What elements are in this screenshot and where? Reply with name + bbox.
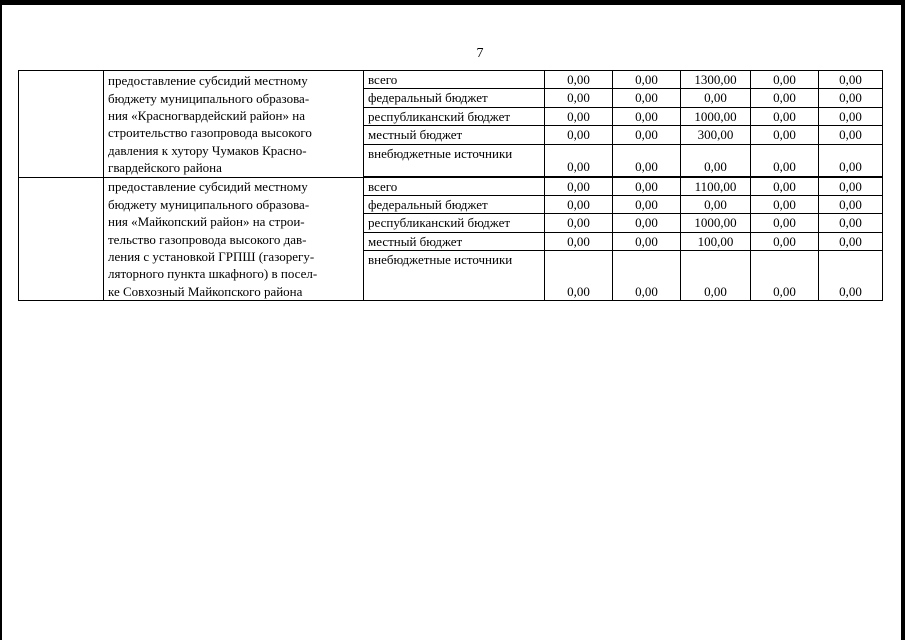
scan-frame-left [0,0,2,640]
value-cell: 0,00 [819,214,883,232]
value-cell: 0,00 [613,232,681,250]
value-cell: 0,00 [819,71,883,89]
value-cell: 0,00 [819,177,883,195]
funding-table [18,70,883,301]
value-cell: 0,00 [545,89,613,107]
measure-description: предоставление субсидий местному бюджету муниципального образова- ния «Майкопский район» на строи- тельство газопровода высокого дав- ления с установкой ГРПШ (газорегу- ляторного пункта шкафного) в посел- ке Совхозный Майкопского района [104,177,364,301]
funding-source: федеральный бюджет [364,196,545,214]
value-cell: 1000,00 [681,214,751,232]
value-cell: 0,00 [545,144,613,176]
scan-frame-right [901,0,905,640]
value-cell: 0,00 [613,196,681,214]
value-cell: 0,00 [613,126,681,144]
value-cell: 0,00 [819,251,883,301]
value-cell: 0,00 [681,144,751,176]
funding-source: всего [364,177,545,195]
value-cell: 1300,00 [681,71,751,89]
table-row [19,177,883,195]
value-cell: 0,00 [819,126,883,144]
value-cell: 1000,00 [681,107,751,125]
table-row [19,71,883,89]
measure-description: предоставление субсидий местному бюджету муниципального образова- ния «Красногвардейский район» на строительство газопровода высокого давления к хутору Чумаков Красно- гвардейского района [104,71,364,178]
value-cell: 0,00 [751,232,819,250]
funding-source: местный бюджет [364,126,545,144]
value-cell: 0,00 [819,89,883,107]
funding-source: местный бюджет [364,232,545,250]
value-cell: 0,00 [545,196,613,214]
value-cell: 0,00 [613,107,681,125]
value-cell: 0,00 [819,196,883,214]
value-cell: 0,00 [545,214,613,232]
funding-source: республиканский бюджет [364,107,545,125]
value-cell: 0,00 [751,214,819,232]
value-cell: 0,00 [613,144,681,176]
value-cell: 0,00 [681,89,751,107]
value-cell: 0,00 [681,251,751,301]
value-cell: 0,00 [613,71,681,89]
funding-source: федеральный бюджет [364,89,545,107]
funding-source: всего [364,71,545,89]
value-cell: 0,00 [819,144,883,176]
value-cell: 0,00 [681,196,751,214]
value-cell: 0,00 [751,196,819,214]
value-cell: 0,00 [613,89,681,107]
empty-cell [19,71,104,178]
value-cell: 0,00 [545,251,613,301]
funding-source: республиканский бюджет [364,214,545,232]
value-cell: 0,00 [545,107,613,125]
value-cell: 0,00 [819,232,883,250]
value-cell: 1100,00 [681,177,751,195]
value-cell: 0,00 [751,126,819,144]
value-cell: 0,00 [613,251,681,301]
value-cell: 0,00 [545,177,613,195]
value-cell: 0,00 [751,89,819,107]
value-cell: 0,00 [751,251,819,301]
value-cell: 0,00 [751,71,819,89]
funding-source: внебюджетные источники [364,251,545,301]
page-number: 7 [476,46,484,61]
value-cell: 100,00 [681,232,751,250]
value-cell: 300,00 [681,126,751,144]
value-cell: 0,00 [613,214,681,232]
value-cell: 0,00 [751,107,819,125]
funding-source: внебюджетные источники [364,144,545,176]
empty-cell [19,177,104,301]
value-cell: 0,00 [613,177,681,195]
value-cell: 0,00 [545,71,613,89]
value-cell: 0,00 [545,232,613,250]
value-cell: 0,00 [751,177,819,195]
value-cell: 0,00 [545,126,613,144]
scan-frame-top [0,0,905,5]
value-cell: 0,00 [819,107,883,125]
value-cell: 0,00 [751,144,819,176]
